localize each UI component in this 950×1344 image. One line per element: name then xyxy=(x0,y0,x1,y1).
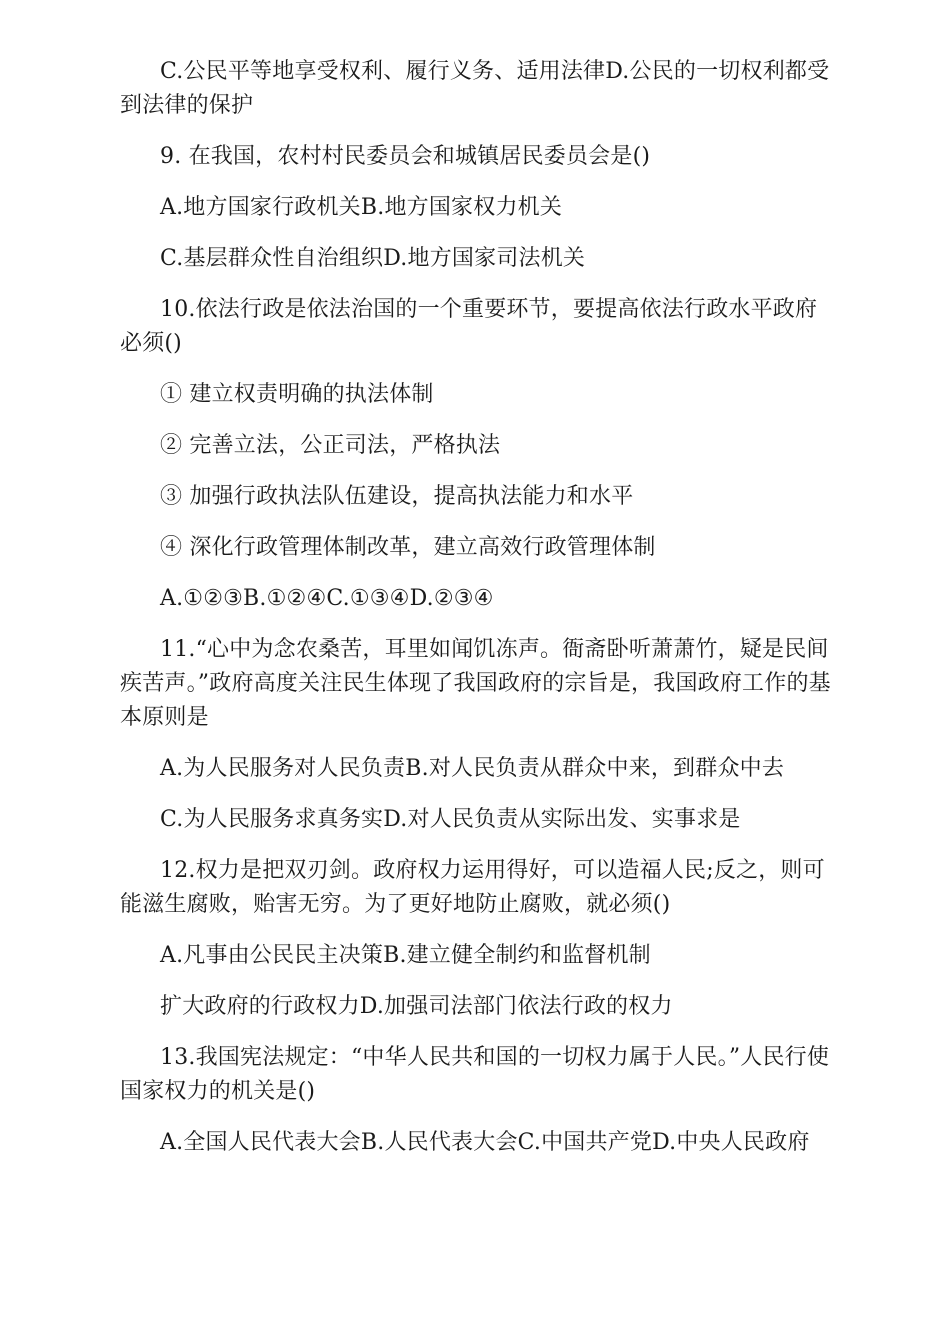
option-c-d-q8: C.公民平等地享受权利、履行义务、适用法律D.公民的一切权利都受到法律的保护 xyxy=(120,59,830,118)
options-q13: A.全国人民代表大会B.人民代表大会C.中国共产党D.中央人民政府 xyxy=(160,1130,810,1155)
option-a-b-q9: A.地方国家行政机关B.地方国家权力机关 xyxy=(160,195,563,220)
statement-4-q10: ④ 深化行政管理体制改革，建立高效行政管理体制 xyxy=(160,535,656,560)
question-10: 10.依法行政是依法治国的一个重要环节，要提高依法行政水平政府必须() xyxy=(120,297,818,356)
statement-3-q10: ③ 加强行政执法队伍建设，提高执法能力和水平 xyxy=(160,484,634,509)
option-a-b-q12: A.凡事由公民民主决策B.建立健全制约和监督机制 xyxy=(160,943,651,968)
statement-2-q10: ② 完善立法，公正司法，严格执法 xyxy=(160,433,501,458)
option-a-b-q11: A.为人民服务对人民负责B.对人民负责从群众中来，到群众中去 xyxy=(160,756,785,781)
option-c-d-q9: C.基层群众性自治组织D.地方国家司法机关 xyxy=(160,246,586,271)
question-12: 12.权力是把双刃剑。政府权力运用得好，可以造福人民;反之，则可能滋生腐败，贻害无穷。为了更好地防止腐败，就必须() xyxy=(120,858,825,917)
question-13: 13.我国宪法规定：“中华人民共和国的一切权力属于人民。”人民行使国家权力的机关是() xyxy=(120,1045,830,1104)
question-11: 11.“心中为念农桑苦，耳里如闻饥冻声。衙斋卧听萧萧竹，疑是民间疾苦声。”政府高度关注民生体现了我国政府的宗旨是，我国政府工作的基本原则是 xyxy=(120,637,831,730)
options-q10: A.①②③B.①②④C.①③④D.②③④ xyxy=(160,586,494,611)
option-c-d-q12: 扩大政府的行政权力D.加强司法部门依法行政的权力 xyxy=(160,994,673,1019)
option-c-d-q11: C.为人民服务求真务实D.对人民负责从实际出发、实事求是 xyxy=(160,807,741,832)
question-9: 9. 在我国，农村村民委员会和城镇居民委员会是() xyxy=(160,144,651,169)
statement-1-q10: ① 建立权责明确的执法体制 xyxy=(160,382,434,407)
